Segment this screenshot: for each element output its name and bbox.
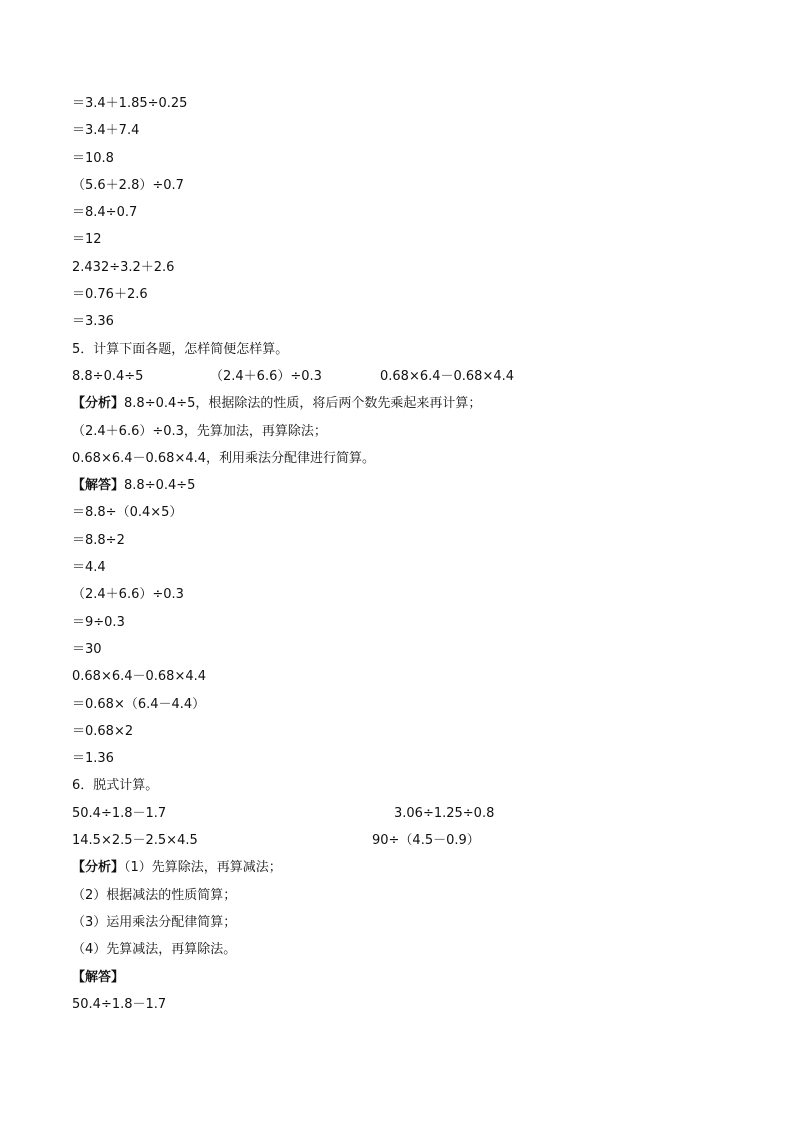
text-line: ＝8.8÷（0.4×5）: [72, 505, 183, 521]
text-line: ＝0.68×2: [72, 723, 134, 739]
answer-tag: 【解答】: [72, 478, 125, 494]
text-line: ＝4.4: [72, 560, 106, 576]
question-5-title: 5．计算下面各题，怎样简便怎样算。: [72, 341, 289, 357]
text-line: ＝8.4÷0.7: [72, 205, 138, 221]
text-line: ＝12: [72, 232, 102, 248]
problem-4: 90÷（4.5－0.9）: [372, 833, 480, 849]
problem-3: 0.68×6.4－0.68×4.4: [380, 368, 515, 384]
text-line: ＝0.76＋2.6: [72, 287, 148, 303]
text-line: 2.432÷3.2＋2.6: [72, 259, 175, 275]
text-line: （2.4＋6.6）÷0.3，先算加法，再算除法；: [72, 423, 327, 439]
text-line: （2）根据减法的性质简算；: [72, 887, 237, 903]
text-line: ＝30: [72, 641, 102, 657]
text-line: 0.68×6.4－0.68×4.4: [72, 669, 207, 685]
question-5-problems: [72, 367, 732, 394]
text-line: 0.68×6.4－0.68×4.4，利用乘法分配律进行简算。: [72, 450, 376, 466]
text-line: ＝8.8÷2: [72, 532, 125, 548]
text-line: ＝10.8: [72, 150, 114, 166]
problem-2: 3.06÷1.25÷0.8: [394, 805, 495, 821]
text-line: ＝3.36: [72, 314, 114, 330]
text-line: ＝3.4＋1.85÷0.25: [72, 96, 188, 111]
question-6-answer-tag: 【解答】: [72, 969, 125, 985]
problem-1: 8.8÷0.4÷5: [72, 368, 144, 384]
text-line: ＝1.36: [72, 751, 114, 767]
text-line: ＝3.4＋7.4: [72, 123, 140, 139]
text-line: （5.6＋2.8）÷0.7: [72, 177, 184, 193]
document-page: [72, 94, 732, 1022]
problem-1: 50.4÷1.8－1.7: [72, 805, 167, 821]
analysis-tag: 【分析】: [72, 860, 125, 876]
text-line: （2.4＋6.6）÷0.3: [72, 587, 184, 603]
analysis-tag: 【分析】: [72, 396, 125, 412]
text-line: 50.4÷1.8－1.7: [72, 996, 167, 1012]
text-line: （4）先算减法，再算除法。: [72, 942, 237, 958]
analysis-text: （1）先算除法，再算减法；: [124, 860, 282, 876]
problem-3: 14.5×2.5－2.5×4.5: [72, 833, 198, 849]
question-6-title: 6．脱式计算。: [72, 778, 159, 794]
question-5-analysis: [72, 394, 732, 421]
problem-2: （2.4＋6.6）÷0.3: [210, 368, 322, 384]
question-6-problems-row-1: [72, 804, 732, 831]
question-6-problems-row-2: [72, 831, 732, 858]
text-line: （3）运用乘法分配律简算；: [72, 914, 237, 930]
question-5-answer: [72, 476, 732, 503]
analysis-text: 8.8÷0.4÷5，根据除法的性质，将后两个数先乘起来再计算；: [124, 396, 482, 412]
answer-text: 8.8÷0.4÷5: [124, 478, 196, 494]
question-6-analysis: [72, 858, 732, 885]
text-line: ＝9÷0.3: [72, 614, 125, 630]
text-line: ＝0.68×（6.4－4.4）: [72, 696, 206, 712]
